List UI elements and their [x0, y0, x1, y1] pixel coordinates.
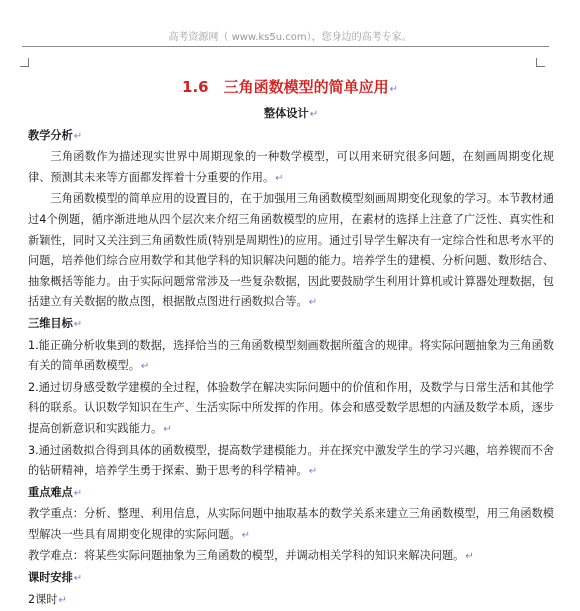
paragraph-mark: ↵ [308, 297, 318, 309]
margin-corner-right [536, 58, 545, 67]
paragraph-mark: ↵ [73, 318, 83, 330]
paragraph-mark: ↵ [308, 466, 318, 478]
analysis-paragraph-1: 三角函数作为描述现实世界中周期现象的一种数学模型，可以用来研究很多问题，在刻画周期变化规律、预测其未来等方面都发挥着十分重要的作用。↵ [28, 150, 554, 184]
overall-design-heading: 整体设计↵ [263, 107, 319, 120]
document-title [0, 76, 580, 97]
margin-corner-left [20, 58, 29, 67]
goal-item-2: 2.通过切身感受数学建模的全过程，体验数学在解决实际问题中的价值和作用，及数学与日常生活和其他学科的联系。认识数学知识在生产、生活实际中所发挥的作用。体会和感受数学思想的内涵及数学本质，逐步提高创新意识和实践能力。↵ [28, 380, 554, 435]
document-body [28, 104, 554, 611]
key-point-paragraph: 教学重点：分析、整理、利用信息，从实际问题中抽取基本的数学关系来建立三角函数模型，用三角函数模型解决一些具有周期变化规律的实际问题。↵ [28, 507, 554, 541]
paragraph-mark: ↵ [275, 172, 284, 184]
header-rule [22, 46, 549, 47]
goal-item-3: 3.通过函数拟合得到具体的函数模型，提高数学建模能力。并在探究中激发学生的学习兴趣，培养锲而不舍的钻研精神，培养学生勇于探索、勤于思考的科学精神。↵ [28, 443, 554, 478]
paragraph-mark: ↵ [73, 573, 83, 585]
title-text: 1.6 三角函数模型的简单应用 [182, 78, 389, 96]
goal-item-1: 1.能正确分析收集到的数据，选择恰当的三角函数模型刻画数据所蕴含的规律。将实际问题抽象为三角函数有关的简单函数模型。↵ [28, 338, 554, 373]
paragraph-mark: ↵ [73, 487, 83, 499]
paragraph-mark: ↵ [163, 423, 172, 435]
paragraph-mark: ↵ [389, 84, 398, 95]
difficulty-paragraph: 教学难点：将某些实际问题抽象为三角函数的模型，并调动相关学科的知识来解决问题。↵ [28, 549, 474, 563]
header-watermark: 高考资源网（ www.ks5u.com），您身边的高考专家。 [168, 32, 412, 43]
paragraph-mark: ↵ [241, 529, 250, 541]
paragraph-mark: ↵ [465, 551, 474, 563]
paragraph-mark: ↵ [58, 594, 67, 606]
schedule-paragraph: 2课时↵ [28, 592, 67, 606]
analysis-paragraph-2: 三角函数模型的简单应用的设置目的，在于加强用三角函数模型刻画周期变化现象的学习。本节教材通过4个例题，循序渐进地从四个层次来介绍三角函数模型的应用，在素材的选择上注意了广泛性、真实性和新颖性，同时又关注到三角函数性质(特别是周期性)的应用。通过引导学生解决有一定综合性和思考水平的问题，培养他们综合应用数学和其他学科的知识解决问题的能力。培养学生的建模、分析问题、数形结合、抽象概括等能力。由于实际问题常常涉及一些复杂数据，因此要鼓励学生利用计算机或计算器处理数据，包括建立有关数据的散点图，根据散点图进行函数拟合等。↵ [28, 192, 554, 309]
teaching-analysis-heading: 教学分析↵ [28, 128, 83, 142]
paragraph-mark: ↵ [140, 361, 150, 373]
three-dimensional-goals-heading: 三维目标↵ [28, 316, 83, 330]
paragraph-mark: ↵ [73, 130, 83, 142]
paragraph-mark: ↵ [309, 109, 319, 120]
schedule-heading: 课时安排↵ [28, 571, 83, 585]
key-points-heading: 重点难点↵ [28, 485, 83, 499]
